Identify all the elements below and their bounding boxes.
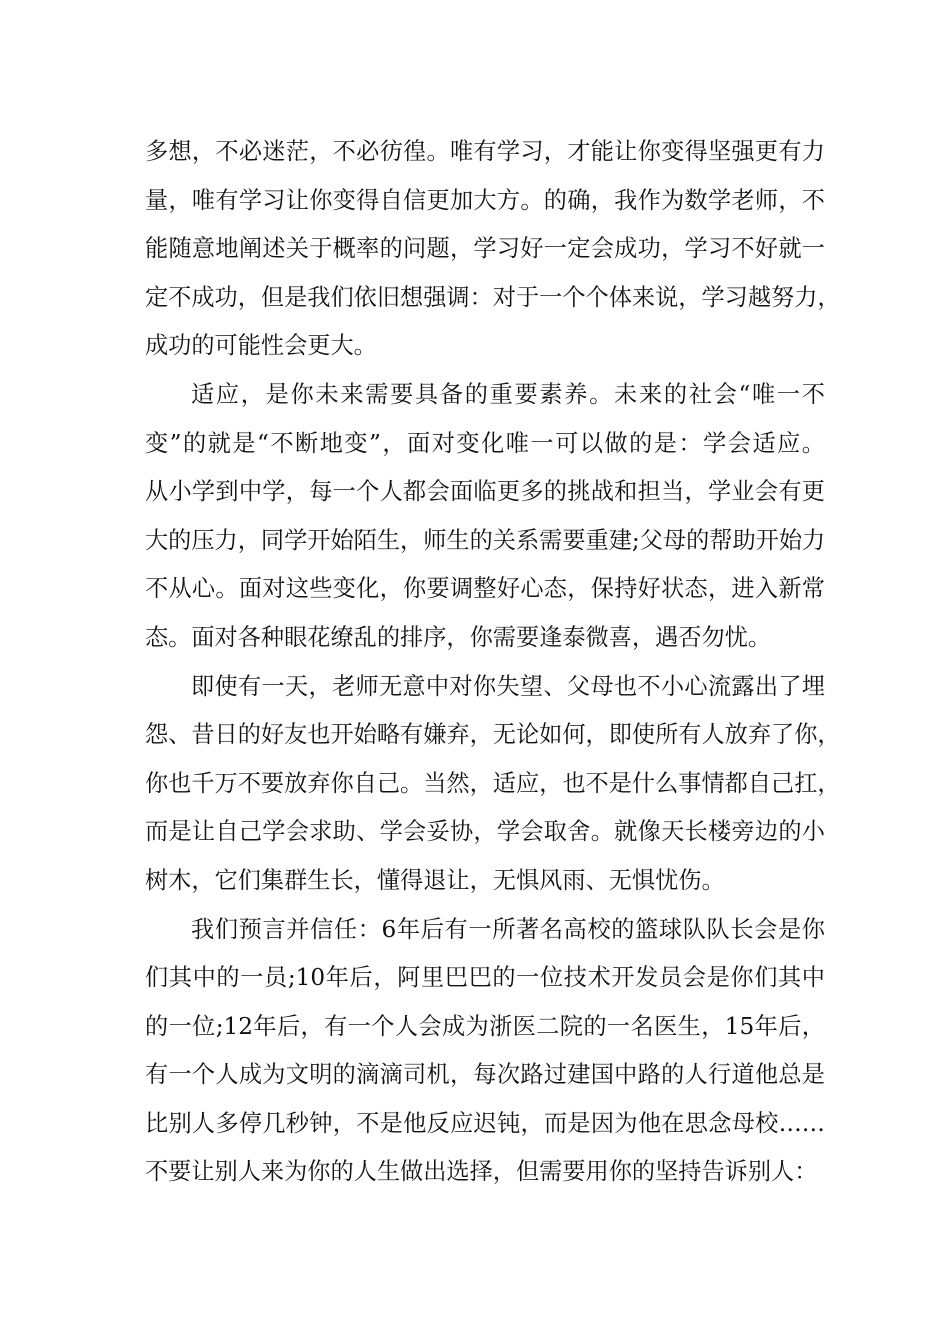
text-line: 即使有一天，老师无意中对你失望、父母也不小心流露出了埋 <box>191 672 825 700</box>
text-line: 大的压力，同学开始陌生，师生的关系需要重建;父母的帮助开始力 <box>145 526 826 554</box>
text-line: 能随意地阐述关于概率的问题，学习好一定会成功，学习不好就一 <box>145 235 825 263</box>
text-line: 我们预言并信任：6年后有一所著名高校的篮球队队长会是你 <box>191 915 825 943</box>
text-line: 你也千万不要放弃你自己。当然，适应，也不是什么事情都自己扛， <box>145 769 841 797</box>
text-line: 的一位;12年后，有一个人会成为浙医二院的一名医生，15年后， <box>145 1012 825 1040</box>
text-line: 有一个人成为文明的滴滴司机，每次路过建国中路的人行道他总是 <box>145 1061 825 1089</box>
text-line: 多想，不必迷茫，不必彷徨。唯有学习，才能让你变得坚强更有力 <box>145 138 825 165</box>
text-line: 变”的就是“不断地变”，面对变化唯一可以做的是：学会适应。 <box>145 429 825 457</box>
text-line: 树木，它们集群生长，懂得退让，无惧风雨、无惧忧伤。 <box>145 866 725 894</box>
text-line: 适应，是你未来需要具备的重要素养。未来的社会“唯一不 <box>191 380 825 408</box>
text-line: 不要让别人来为你的人生做出选择，但需要用你的坚持告诉别人： <box>145 1158 818 1186</box>
text-line: 从小学到中学，每一个人都会面临更多的挑战和担当，学业会有更 <box>145 478 825 506</box>
text-line: 成功的可能性会更大。 <box>145 332 377 360</box>
body-text <box>145 128 841 1197</box>
text-line: 定不成功，但是我们依旧想强调：对于一个个体来说，学习越努力， <box>145 283 841 311</box>
text-line: 量，唯有学习让你变得自信更加大方。的确，我作为数学老师，不 <box>145 186 825 214</box>
text-line: 比别人多停几秒钟，不是他反应迟钝，而是因为他在思念母校…… <box>145 1109 825 1137</box>
text-line: 不从心。面对这些变化，你要调整好心态，保持好状态，进入新常 <box>145 575 825 603</box>
text-line: 们其中的一员;10年后，阿里巴巴的一位技术开发员会是你们其中 <box>145 964 825 992</box>
text-line: 怨、昔日的好友也开始略有嫌弃，无论如何，即使所有人放弃了你， <box>145 721 841 749</box>
text-line: 态。面对各种眼花缭乱的排序，你需要逢泰微喜，遇否勿忧。 <box>145 623 772 651</box>
text-line: 而是让自己学会求助、学会妥协，学会取舍。就像天长楼旁边的小 <box>145 818 825 846</box>
